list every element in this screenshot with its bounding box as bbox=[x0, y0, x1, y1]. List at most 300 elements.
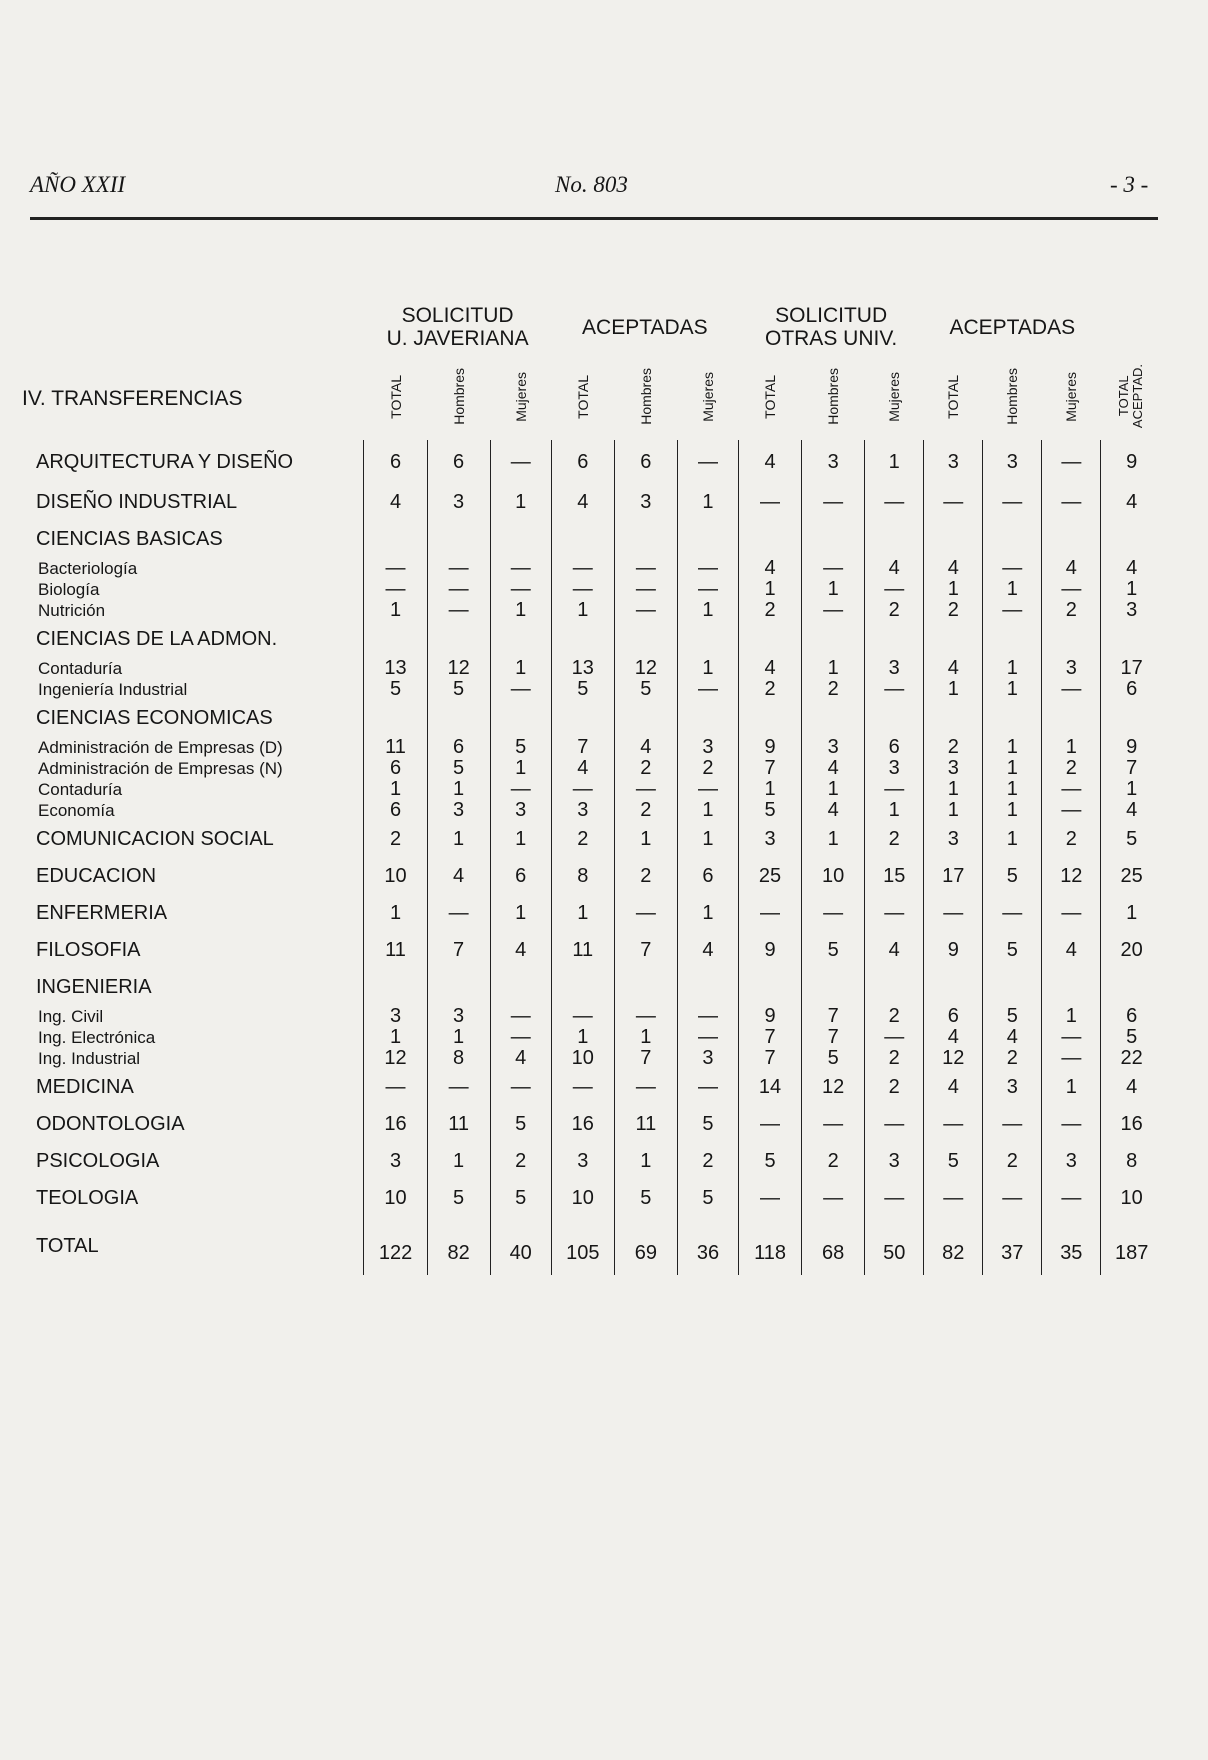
cell-value: — bbox=[865, 484, 924, 521]
spacer-cell bbox=[427, 1217, 490, 1231]
cell-value: 1 bbox=[427, 779, 490, 800]
cell-value: 7 bbox=[614, 932, 677, 969]
cell-value bbox=[802, 621, 865, 658]
cell-value: 1 bbox=[427, 1143, 490, 1180]
cell-value: — bbox=[1042, 1027, 1101, 1048]
cell-value: — bbox=[677, 579, 738, 600]
cell-value: 5 bbox=[427, 679, 490, 700]
table-row bbox=[22, 1143, 1162, 1180]
table-row-subitem bbox=[22, 758, 1162, 779]
table-row-subitem bbox=[22, 600, 1162, 621]
cell-value: 16 bbox=[364, 1106, 427, 1143]
cell-value: 11 bbox=[551, 932, 614, 969]
table-row bbox=[22, 1106, 1162, 1143]
cell-value: — bbox=[490, 1006, 551, 1027]
total-value: 35 bbox=[1042, 1231, 1101, 1275]
cell-value: 3 bbox=[865, 1143, 924, 1180]
row-sublabel: Ing. Industrial bbox=[38, 1049, 141, 1068]
cell-value bbox=[551, 621, 614, 658]
cell-value: 3 bbox=[614, 484, 677, 521]
cell-value: 1 bbox=[983, 758, 1042, 779]
cell-value: 4 bbox=[739, 558, 802, 579]
cell-value: 1 bbox=[739, 579, 802, 600]
cell-value: 2 bbox=[677, 758, 738, 779]
cell-value: 3 bbox=[924, 821, 983, 858]
cell-value: — bbox=[614, 600, 677, 621]
cell-value: — bbox=[427, 1069, 490, 1106]
cell-value bbox=[983, 700, 1042, 737]
cell-value: — bbox=[677, 440, 738, 484]
cell-value: 17 bbox=[924, 858, 983, 895]
cell-value: 1 bbox=[983, 800, 1042, 821]
spacer-cell bbox=[983, 1217, 1042, 1231]
cell-value: 14 bbox=[739, 1069, 802, 1106]
cell-value: 2 bbox=[983, 1048, 1042, 1069]
cell-value: 1 bbox=[983, 679, 1042, 700]
cell-value: 4 bbox=[924, 658, 983, 679]
cell-value: — bbox=[364, 1069, 427, 1106]
cell-value: 8 bbox=[427, 1048, 490, 1069]
cell-value bbox=[364, 700, 427, 737]
cell-value: — bbox=[802, 600, 865, 621]
cell-value bbox=[551, 521, 614, 558]
cell-value: 6 bbox=[427, 440, 490, 484]
cell-value: 1 bbox=[614, 821, 677, 858]
cell-value: 4 bbox=[1101, 558, 1162, 579]
cell-value: 3 bbox=[551, 800, 614, 821]
cell-value: 1 bbox=[427, 1027, 490, 1048]
total-value: 68 bbox=[802, 1231, 865, 1275]
cell-value: 12 bbox=[364, 1048, 427, 1069]
cell-value: 5 bbox=[427, 758, 490, 779]
cell-value: 2 bbox=[614, 758, 677, 779]
col-total-header: TOTAL bbox=[387, 374, 404, 419]
col-hombres-header: Hombres bbox=[637, 368, 654, 425]
cell-value: 5 bbox=[802, 932, 865, 969]
cell-value: 2 bbox=[614, 858, 677, 895]
cell-value: 3 bbox=[1042, 658, 1101, 679]
cell-value: 2 bbox=[677, 1143, 738, 1180]
cell-value: — bbox=[983, 1106, 1042, 1143]
cell-value: 1 bbox=[983, 821, 1042, 858]
cell-value bbox=[739, 521, 802, 558]
cell-value: 7 bbox=[1101, 758, 1162, 779]
cell-value: 5 bbox=[490, 737, 551, 758]
row-sublabel: Bacteriología bbox=[38, 559, 138, 578]
cell-value: 6 bbox=[865, 737, 924, 758]
cell-value: 7 bbox=[614, 1048, 677, 1069]
cell-value: 5 bbox=[924, 1143, 983, 1180]
cell-value: 4 bbox=[924, 558, 983, 579]
cell-value: 4 bbox=[490, 1048, 551, 1069]
cell-value: — bbox=[364, 558, 427, 579]
cell-value: 6 bbox=[924, 1006, 983, 1027]
cell-value: — bbox=[490, 1027, 551, 1048]
cell-value: 1 bbox=[364, 779, 427, 800]
cell-value: — bbox=[924, 484, 983, 521]
cell-value: 4 bbox=[677, 932, 738, 969]
cell-value: 5 bbox=[739, 1143, 802, 1180]
cell-value bbox=[1042, 700, 1101, 737]
cell-value: 4 bbox=[614, 737, 677, 758]
spacer-cell bbox=[865, 1217, 924, 1231]
cell-value: 5 bbox=[614, 679, 677, 700]
cell-value: — bbox=[614, 579, 677, 600]
cell-value: 2 bbox=[802, 1143, 865, 1180]
row-label: FILOSOFIA bbox=[36, 939, 141, 961]
cell-value: 4 bbox=[1042, 932, 1101, 969]
cell-value: 1 bbox=[551, 600, 614, 621]
row-label: CIENCIAS DE LA ADMON. bbox=[36, 628, 278, 650]
cell-value: 3 bbox=[865, 658, 924, 679]
table-row-subitem bbox=[22, 779, 1162, 800]
col-mujeres-header: Mujeres bbox=[886, 371, 903, 422]
cell-value: 5 bbox=[364, 679, 427, 700]
col-hombres-header: Hombres bbox=[1004, 368, 1021, 425]
cell-value: 12 bbox=[802, 1069, 865, 1106]
cell-value: — bbox=[739, 895, 802, 932]
cell-value: — bbox=[490, 779, 551, 800]
col-mujeres-header: Mujeres bbox=[512, 371, 529, 422]
cell-value: 6 bbox=[364, 800, 427, 821]
cell-value: 4 bbox=[551, 758, 614, 779]
cell-value: — bbox=[1042, 779, 1101, 800]
cell-value: 6 bbox=[551, 440, 614, 484]
cell-value: 10 bbox=[364, 1180, 427, 1217]
cell-value: 1 bbox=[364, 895, 427, 932]
cell-value: — bbox=[551, 579, 614, 600]
cell-value: 1 bbox=[490, 600, 551, 621]
cell-value: 6 bbox=[427, 737, 490, 758]
col-total-header: TOTAL bbox=[762, 374, 779, 419]
cell-value: — bbox=[614, 779, 677, 800]
cell-value: — bbox=[427, 579, 490, 600]
cell-value: 22 bbox=[1101, 1048, 1162, 1069]
cell-value: 1 bbox=[677, 484, 738, 521]
table-row bbox=[22, 484, 1162, 521]
cell-value: — bbox=[490, 440, 551, 484]
page-header-issue-number: No. 803 bbox=[555, 172, 628, 197]
cell-value: — bbox=[865, 679, 924, 700]
total-value: 105 bbox=[551, 1231, 614, 1275]
transfers-table bbox=[22, 296, 1162, 1275]
cell-value: 12 bbox=[1042, 858, 1101, 895]
cell-value: — bbox=[1042, 1180, 1101, 1217]
row-label: CIENCIAS BASICAS bbox=[36, 528, 223, 550]
row-sublabel: Administración de Empresas (N) bbox=[38, 759, 283, 778]
cell-value: 1 bbox=[364, 1027, 427, 1048]
cell-value: 6 bbox=[1101, 1006, 1162, 1027]
spacer-cell bbox=[364, 1217, 427, 1231]
total-value: 82 bbox=[427, 1231, 490, 1275]
cell-value bbox=[1042, 621, 1101, 658]
cell-value: 4 bbox=[490, 932, 551, 969]
cell-value: 1 bbox=[924, 779, 983, 800]
cell-value: 6 bbox=[364, 440, 427, 484]
cell-value: — bbox=[865, 895, 924, 932]
cell-value: 1 bbox=[924, 579, 983, 600]
cell-value: — bbox=[677, 779, 738, 800]
cell-value: 7 bbox=[427, 932, 490, 969]
cell-value: — bbox=[614, 558, 677, 579]
table-row bbox=[22, 440, 1162, 484]
cell-value: 3 bbox=[924, 758, 983, 779]
cell-value bbox=[427, 521, 490, 558]
row-label: COMUNICACION SOCIAL bbox=[36, 828, 274, 850]
cell-value: 11 bbox=[364, 932, 427, 969]
table-row bbox=[22, 858, 1162, 895]
cell-value: 5 bbox=[551, 679, 614, 700]
cell-value: 3 bbox=[551, 1143, 614, 1180]
cell-value: — bbox=[427, 600, 490, 621]
cell-value: 3 bbox=[924, 440, 983, 484]
spacer-cell bbox=[22, 1217, 364, 1231]
row-label: MEDICINA bbox=[36, 1076, 134, 1098]
cell-value: — bbox=[802, 895, 865, 932]
cell-value: 3 bbox=[802, 737, 865, 758]
total-value: 37 bbox=[983, 1231, 1042, 1275]
cell-value: 9 bbox=[739, 1006, 802, 1027]
cell-value: 2 bbox=[802, 679, 865, 700]
cell-value: 1 bbox=[490, 658, 551, 679]
cell-value: — bbox=[739, 484, 802, 521]
cell-value: — bbox=[1042, 579, 1101, 600]
cell-value: 2 bbox=[739, 600, 802, 621]
table-row-subitem bbox=[22, 558, 1162, 579]
total-value: 122 bbox=[364, 1231, 427, 1275]
cell-value bbox=[551, 969, 614, 1006]
total-value: 82 bbox=[924, 1231, 983, 1275]
cell-value: — bbox=[364, 579, 427, 600]
table-row bbox=[22, 821, 1162, 858]
cell-value: — bbox=[739, 1180, 802, 1217]
col-hombres-header: Hombres bbox=[825, 368, 842, 425]
group-header-total-blank bbox=[1101, 296, 1162, 358]
cell-value: — bbox=[983, 558, 1042, 579]
cell-value: — bbox=[551, 1006, 614, 1027]
cell-value bbox=[865, 521, 924, 558]
cell-value bbox=[614, 521, 677, 558]
cell-value: 5 bbox=[1101, 821, 1162, 858]
row-label: ODONTOLOGIA bbox=[36, 1113, 185, 1135]
cell-value: 1 bbox=[677, 800, 738, 821]
cell-value: 11 bbox=[614, 1106, 677, 1143]
cell-value bbox=[739, 621, 802, 658]
total-value: 187 bbox=[1101, 1231, 1162, 1275]
total-value: 36 bbox=[677, 1231, 738, 1275]
cell-value: — bbox=[490, 579, 551, 600]
cell-value: — bbox=[802, 558, 865, 579]
cell-value: — bbox=[1042, 1048, 1101, 1069]
table-row bbox=[22, 932, 1162, 969]
cell-value: 4 bbox=[802, 758, 865, 779]
table-row bbox=[22, 1180, 1162, 1217]
table-row-subitem bbox=[22, 679, 1162, 700]
cell-value: 7 bbox=[739, 758, 802, 779]
total-label: TOTAL bbox=[36, 1235, 99, 1257]
cell-value: 1 bbox=[802, 821, 865, 858]
cell-value bbox=[677, 521, 738, 558]
cell-value: 5 bbox=[427, 1180, 490, 1217]
row-sublabel: Contaduría bbox=[38, 780, 123, 799]
cell-value: 2 bbox=[865, 1006, 924, 1027]
cell-value: 1 bbox=[490, 758, 551, 779]
cell-value: 3 bbox=[1101, 600, 1162, 621]
cell-value: 3 bbox=[865, 758, 924, 779]
cell-value bbox=[364, 521, 427, 558]
cell-value: 2 bbox=[739, 679, 802, 700]
cell-value bbox=[677, 969, 738, 1006]
cell-value: 7 bbox=[802, 1027, 865, 1048]
cell-value bbox=[427, 621, 490, 658]
cell-value bbox=[1042, 969, 1101, 1006]
cell-value: 8 bbox=[551, 858, 614, 895]
cell-value: 5 bbox=[1101, 1027, 1162, 1048]
row-sublabel: Ing. Civil bbox=[38, 1007, 104, 1026]
cell-value: 6 bbox=[1101, 679, 1162, 700]
cell-value: — bbox=[427, 558, 490, 579]
cell-value: 4 bbox=[1101, 1069, 1162, 1106]
cell-value: 15 bbox=[865, 858, 924, 895]
cell-value: 7 bbox=[551, 737, 614, 758]
cell-value bbox=[1101, 700, 1162, 737]
cell-value: 3 bbox=[427, 484, 490, 521]
cell-value bbox=[924, 969, 983, 1006]
table-row-subitem bbox=[22, 1027, 1162, 1048]
cell-value: 1 bbox=[614, 1027, 677, 1048]
cell-value: 16 bbox=[1101, 1106, 1162, 1143]
cell-value bbox=[490, 621, 551, 658]
section-title: IV. TRANSFERENCIAS bbox=[22, 387, 243, 410]
cell-value: 11 bbox=[364, 737, 427, 758]
cell-value: 3 bbox=[490, 800, 551, 821]
total-value: 69 bbox=[614, 1231, 677, 1275]
sub-header-row bbox=[22, 358, 1162, 440]
cell-value: 1 bbox=[551, 1027, 614, 1048]
page-header-page-number: - 3 - bbox=[1110, 172, 1149, 197]
cell-value: — bbox=[802, 1180, 865, 1217]
cell-value: 12 bbox=[924, 1048, 983, 1069]
table-row bbox=[22, 621, 1162, 658]
header-rule bbox=[30, 217, 1158, 220]
cell-value bbox=[677, 621, 738, 658]
cell-value: — bbox=[802, 484, 865, 521]
table-row-subitem bbox=[22, 1006, 1162, 1027]
cell-value: 6 bbox=[677, 858, 738, 895]
cell-value: 1 bbox=[1101, 895, 1162, 932]
spacer-cell bbox=[1042, 1217, 1101, 1231]
cell-value: 4 bbox=[1042, 558, 1101, 579]
cell-value: 9 bbox=[1101, 737, 1162, 758]
cell-value: 5 bbox=[490, 1106, 551, 1143]
cell-value: — bbox=[1042, 679, 1101, 700]
group-header-aceptadas-javeriana: ACEPTADAS bbox=[582, 315, 708, 339]
cell-value bbox=[427, 700, 490, 737]
cell-value: — bbox=[490, 679, 551, 700]
table-row-subitem bbox=[22, 658, 1162, 679]
row-label: CIENCIAS ECONOMICAS bbox=[36, 707, 273, 729]
cell-value: 5 bbox=[677, 1106, 738, 1143]
cell-value bbox=[802, 521, 865, 558]
cell-value: 3 bbox=[677, 1048, 738, 1069]
spacer-cell bbox=[1101, 1217, 1162, 1231]
cell-value: — bbox=[1042, 800, 1101, 821]
cell-value: 2 bbox=[865, 600, 924, 621]
spacer-cell bbox=[490, 1217, 551, 1231]
col-total-aceptad-header: TOTAL ACEPTAD. bbox=[1116, 364, 1146, 429]
cell-value: 1 bbox=[802, 779, 865, 800]
cell-value: 7 bbox=[739, 1048, 802, 1069]
cell-value: 13 bbox=[364, 658, 427, 679]
total-value: 118 bbox=[739, 1231, 802, 1275]
cell-value: — bbox=[865, 1027, 924, 1048]
cell-value: — bbox=[677, 1069, 738, 1106]
cell-value: 3 bbox=[983, 1069, 1042, 1106]
cell-value: 5 bbox=[983, 858, 1042, 895]
cell-value: 7 bbox=[802, 1006, 865, 1027]
cell-value: 1 bbox=[802, 579, 865, 600]
cell-value: 4 bbox=[551, 484, 614, 521]
cell-value: 11 bbox=[427, 1106, 490, 1143]
row-sublabel: Nutrición bbox=[38, 601, 106, 620]
row-sublabel: Ingeniería Industrial bbox=[38, 680, 188, 699]
cell-value: 5 bbox=[490, 1180, 551, 1217]
group-header-aceptadas-otras: ACEPTADAS bbox=[949, 315, 1076, 339]
cell-value: — bbox=[551, 779, 614, 800]
spacer-cell bbox=[551, 1217, 614, 1231]
cell-value: 2 bbox=[364, 821, 427, 858]
cell-value: — bbox=[865, 1106, 924, 1143]
cell-value: 9 bbox=[739, 737, 802, 758]
table-row-subitem bbox=[22, 737, 1162, 758]
cell-value: 8 bbox=[1101, 1143, 1162, 1180]
cell-value: 3 bbox=[364, 1143, 427, 1180]
cell-value: — bbox=[1042, 484, 1101, 521]
row-sublabel: Administración de Empresas (D) bbox=[38, 738, 283, 757]
cell-value bbox=[924, 521, 983, 558]
cell-value: — bbox=[924, 1180, 983, 1217]
cell-value: 13 bbox=[551, 658, 614, 679]
cell-value: 9 bbox=[739, 932, 802, 969]
cell-value bbox=[983, 521, 1042, 558]
spacer-cell bbox=[802, 1217, 865, 1231]
cell-value: 2 bbox=[551, 821, 614, 858]
cell-value: — bbox=[983, 600, 1042, 621]
cell-value: 1 bbox=[490, 484, 551, 521]
table-row bbox=[22, 1069, 1162, 1106]
cell-value: 4 bbox=[983, 1027, 1042, 1048]
table-row-subitem bbox=[22, 579, 1162, 600]
cell-value: 3 bbox=[1042, 1143, 1101, 1180]
total-value: 40 bbox=[490, 1231, 551, 1275]
cell-value: — bbox=[1042, 895, 1101, 932]
cell-value: — bbox=[865, 579, 924, 600]
cell-value: 20 bbox=[1101, 932, 1162, 969]
cell-value: 1 bbox=[614, 1143, 677, 1180]
cell-value: 1 bbox=[983, 737, 1042, 758]
group-header-row bbox=[22, 296, 1162, 358]
cell-value: 6 bbox=[364, 758, 427, 779]
cell-value: — bbox=[865, 1180, 924, 1217]
cell-value: — bbox=[490, 558, 551, 579]
cell-value: 4 bbox=[739, 440, 802, 484]
cell-value: — bbox=[427, 895, 490, 932]
cell-value: 2 bbox=[1042, 821, 1101, 858]
cell-value: 5 bbox=[802, 1048, 865, 1069]
spacer-cell bbox=[677, 1217, 738, 1231]
cell-value bbox=[983, 969, 1042, 1006]
cell-value: — bbox=[739, 1106, 802, 1143]
